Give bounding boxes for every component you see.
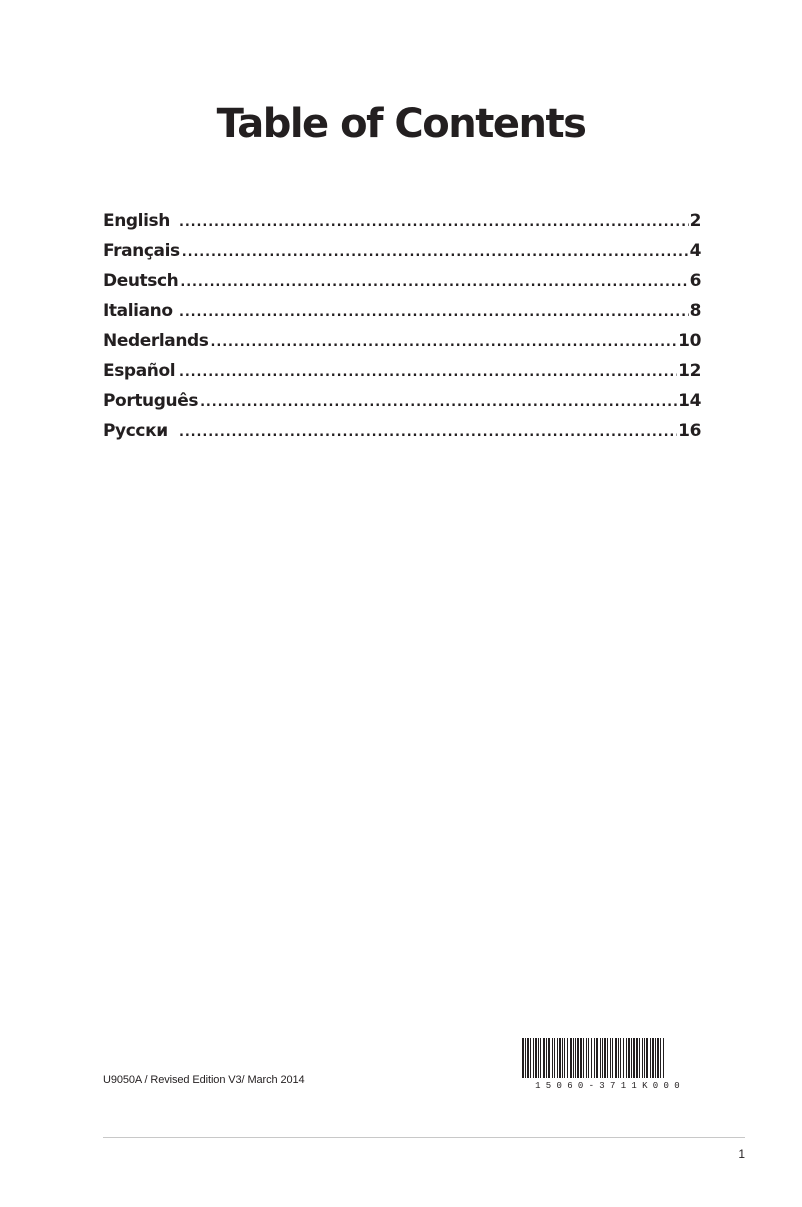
barcode-bar: [580, 1038, 582, 1078]
toc-leader-dots: [180, 268, 688, 298]
barcode-bar: [573, 1038, 574, 1078]
barcode-bar: [626, 1038, 627, 1078]
footer-divider: [103, 1137, 745, 1138]
barcode-bars: [522, 1038, 698, 1080]
barcode-bar: [628, 1038, 630, 1078]
barcode-bar: [586, 1038, 587, 1078]
toc-leader-dots: [179, 418, 677, 448]
barcode-bar: [546, 1038, 547, 1078]
barcode-bar: [525, 1038, 526, 1078]
barcode-bar: [642, 1038, 643, 1078]
barcode-bar: [588, 1038, 589, 1078]
toc-entry-page: 4: [689, 241, 701, 261]
edition-text: U9050A / Revised Edition V3/ March 2014: [103, 1074, 305, 1086]
barcode-number: 15060-3711K000: [535, 1081, 685, 1091]
toc-entry-portugues[interactable]: [103, 386, 701, 416]
barcode-bar: [639, 1038, 640, 1078]
barcode-bar: [554, 1038, 555, 1078]
barcode-bar: [612, 1038, 613, 1078]
toc-entry-espanol[interactable]: [103, 356, 701, 386]
toc-entry-label: Italiano: [103, 301, 173, 321]
toc-entry-russian[interactable]: [103, 416, 701, 446]
barcode-bar: [583, 1038, 584, 1078]
barcode-bar: [604, 1038, 606, 1078]
toc-entry-label: Português: [103, 391, 199, 411]
toc-entry-label: Deutsch: [103, 271, 179, 291]
toc-entry-deutsch[interactable]: [103, 266, 701, 296]
toc-leader-dots: [179, 358, 677, 388]
barcode-bar: [607, 1038, 608, 1078]
barcode-bar: [535, 1038, 537, 1078]
toc-entry-page: 6: [689, 271, 701, 291]
barcode-bar: [615, 1038, 617, 1078]
barcode-bar: [644, 1038, 645, 1078]
toc-leader-dots: [200, 388, 677, 418]
table-of-contents: [103, 206, 701, 446]
toc-entry-page: 12: [678, 361, 701, 381]
barcode-bar: [646, 1038, 648, 1078]
toc-entry-label: Русски: [103, 421, 168, 441]
barcode-bar: [663, 1038, 664, 1078]
toc-entry-page: 8: [689, 301, 701, 321]
toc-entry-label: Nederlands: [103, 331, 209, 351]
barcode-bar: [543, 1038, 545, 1078]
barcode-bar: [552, 1038, 553, 1078]
barcode: [522, 1038, 698, 1094]
barcode-bar: [540, 1038, 541, 1078]
toc-leader-dots: [211, 328, 678, 358]
barcode-bar: [636, 1038, 638, 1078]
barcode-bar: [620, 1038, 621, 1078]
page-title: Table of Contents: [216, 101, 586, 147]
barcode-bar: [657, 1038, 659, 1078]
barcode-bar: [570, 1038, 572, 1078]
toc-entry-english[interactable]: [103, 206, 701, 236]
barcode-bar: [538, 1038, 539, 1078]
barcode-bar: [577, 1038, 579, 1078]
barcode-bar: [557, 1038, 558, 1078]
toc-entry-page: 14: [678, 391, 701, 411]
page-number: 1: [738, 1147, 745, 1161]
toc-entry-label: Français: [103, 241, 180, 261]
barcode-bar: [562, 1038, 563, 1078]
toc-entry-page: 2: [689, 211, 701, 231]
barcode-bar: [575, 1038, 576, 1078]
barcode-bar: [610, 1038, 611, 1078]
toc-entry-label: Español: [103, 361, 176, 381]
barcode-bar: [564, 1038, 565, 1078]
barcode-bar: [631, 1038, 632, 1078]
toc-leader-dots: [182, 238, 689, 268]
barcode-bar: [660, 1038, 661, 1078]
barcode-bar: [618, 1038, 619, 1078]
barcode-bar: [650, 1038, 651, 1078]
barcode-bar: [600, 1038, 601, 1078]
barcode-bar: [533, 1038, 534, 1078]
toc-leader-dots: [179, 208, 689, 238]
barcode-bar: [655, 1038, 656, 1078]
toc-leader-dots: [179, 298, 689, 328]
barcode-bar: [548, 1038, 550, 1078]
barcode-bar: [652, 1038, 654, 1078]
barcode-bar: [633, 1038, 635, 1078]
barcode-bar: [596, 1038, 598, 1078]
barcode-bar: [602, 1038, 603, 1078]
barcode-bar: [527, 1038, 529, 1078]
barcode-bar: [559, 1038, 561, 1078]
toc-entry-page: 10: [678, 331, 701, 351]
toc-entry-nederlands[interactable]: [103, 326, 701, 356]
barcode-bar: [530, 1038, 531, 1078]
toc-entry-francais[interactable]: [103, 236, 701, 266]
barcode-bar: [623, 1038, 624, 1078]
toc-entry-italiano[interactable]: [103, 296, 701, 326]
toc-entry-page: 16: [678, 421, 701, 441]
barcode-bar: [594, 1038, 595, 1078]
barcode-bar: [522, 1038, 524, 1078]
barcode-bar: [591, 1038, 592, 1078]
barcode-bar: [567, 1038, 568, 1078]
toc-entry-label: English: [103, 211, 170, 231]
